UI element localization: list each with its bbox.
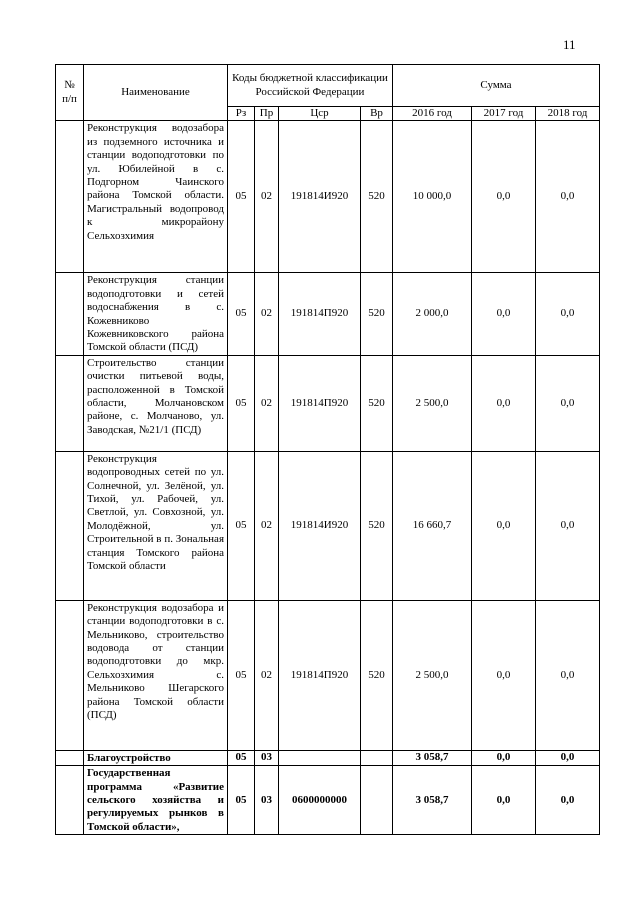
cell-vr: 520 xyxy=(361,355,393,451)
header-vr: Вр xyxy=(361,107,393,121)
cell-2018: 0,0 xyxy=(536,451,600,600)
cell-vr: 520 xyxy=(361,600,393,750)
cell-2018: 0,0 xyxy=(536,766,600,835)
cell-rz: 05 xyxy=(228,451,255,600)
cell-csr: 191814П920 xyxy=(279,273,361,355)
cell-name: Строительство станции очистки питьевой воды, расположенной в Томской области, Молчановском районе, с. Молчаново, ул. Заводская, №21/1 (ПСД) xyxy=(84,355,228,451)
header-rz: Рз xyxy=(228,107,255,121)
cell-pr: 03 xyxy=(255,750,279,765)
page-number: 11 xyxy=(563,37,576,52)
cell-vr: 520 xyxy=(361,451,393,600)
cell-rz: 05 xyxy=(228,273,255,355)
cell-pr: 03 xyxy=(255,766,279,835)
cell-2016: 2 500,0 xyxy=(393,355,472,451)
cell-2017: 0,0 xyxy=(472,766,536,835)
cell-2017: 0,0 xyxy=(472,600,536,750)
cell-rz: 05 xyxy=(228,121,255,273)
cell-name: Благоустройство xyxy=(84,750,228,765)
cell-num xyxy=(56,600,84,750)
cell-vr xyxy=(361,750,393,765)
table-row-program xyxy=(56,766,600,835)
cell-2016: 3 058,7 xyxy=(393,766,472,835)
cell-2016: 3 058,7 xyxy=(393,750,472,765)
cell-pr: 02 xyxy=(255,273,279,355)
budget-table xyxy=(55,64,600,835)
cell-pr: 02 xyxy=(255,451,279,600)
header-row xyxy=(56,65,600,107)
header-codes: Коды бюджетной классификации Российской Федерации xyxy=(228,65,393,107)
cell-2016: 2 000,0 xyxy=(393,273,472,355)
cell-2017: 0,0 xyxy=(472,750,536,765)
cell-csr: 191814И920 xyxy=(279,451,361,600)
cell-2018: 0,0 xyxy=(536,750,600,765)
header-2016: 2016 год xyxy=(393,107,472,121)
cell-csr: 191814И920 xyxy=(279,121,361,273)
cell-pr: 02 xyxy=(255,355,279,451)
cell-vr: 520 xyxy=(361,273,393,355)
table-row xyxy=(56,451,600,600)
cell-vr: 520 xyxy=(361,121,393,273)
cell-csr: 0600000000 xyxy=(279,766,361,835)
cell-rz: 05 xyxy=(228,355,255,451)
cell-2016: 10 000,0 xyxy=(393,121,472,273)
cell-pr: 02 xyxy=(255,600,279,750)
cell-name: Реконструкция водозабора и станции водоподготовки в с. Мельниково, строительство водовода от станции водоподготовки до мкр. Сельхозхимия с. Мельниково Шегарского района Томской области (ПСД) xyxy=(84,600,228,750)
cell-name: Реконструкция водопроводных сетей по ул. Солнечной, ул. Зелёной, ул. Тихой, ул. Рабочей, ул. Светлой, ул. Совхозной, ул. Молодёжной, ул. Строительной в п. Зональная станция Томского района Томской области xyxy=(84,451,228,600)
header-num: № п/п xyxy=(56,65,84,121)
cell-pr: 02 xyxy=(255,121,279,273)
header-sum: Сумма xyxy=(393,65,600,107)
cell-2018: 0,0 xyxy=(536,355,600,451)
cell-2017: 0,0 xyxy=(472,273,536,355)
cell-csr: 191814П920 xyxy=(279,600,361,750)
cell-2018: 0,0 xyxy=(536,121,600,273)
header-name: Наименование xyxy=(84,65,228,121)
cell-2017: 0,0 xyxy=(472,355,536,451)
cell-2018: 0,0 xyxy=(536,600,600,750)
cell-2017: 0,0 xyxy=(472,121,536,273)
cell-vr xyxy=(361,766,393,835)
header-csr: Цср xyxy=(279,107,361,121)
cell-csr: 191814П920 xyxy=(279,355,361,451)
cell-num xyxy=(56,355,84,451)
cell-2017: 0,0 xyxy=(472,451,536,600)
cell-rz: 05 xyxy=(228,600,255,750)
table-row xyxy=(56,273,600,355)
cell-rz: 05 xyxy=(228,750,255,765)
cell-name: Государственная программа «Развитие сельского хозяйства и регулируемых рынков в Томской области», xyxy=(84,766,228,835)
cell-num xyxy=(56,121,84,273)
table-row-section xyxy=(56,750,600,765)
cell-2018: 0,0 xyxy=(536,273,600,355)
cell-name: Реконструкция станции водоподготовки и сетей водоснабжения в с. Кожевниково Кожевниковского района Томской области (ПСД) xyxy=(84,273,228,355)
cell-csr xyxy=(279,750,361,765)
cell-rz: 05 xyxy=(228,766,255,835)
cell-name: Реконструкция водозабора из подземного источника и станции водоподготовки по ул. Юбилейной в с. Подгорном Чаинского района Томской области. Магистральный водопровод к микрорайону Сельхозхимия xyxy=(84,121,228,273)
table-row xyxy=(56,121,600,273)
table-row xyxy=(56,600,600,750)
cell-num xyxy=(56,273,84,355)
table-row xyxy=(56,355,600,451)
header-2017: 2017 год xyxy=(472,107,536,121)
cell-num xyxy=(56,451,84,600)
cell-2016: 2 500,0 xyxy=(393,600,472,750)
cell-2016: 16 660,7 xyxy=(393,451,472,600)
cell-num xyxy=(56,766,84,835)
cell-num xyxy=(56,750,84,765)
header-2018: 2018 год xyxy=(536,107,600,121)
header-pr: Пр xyxy=(255,107,279,121)
